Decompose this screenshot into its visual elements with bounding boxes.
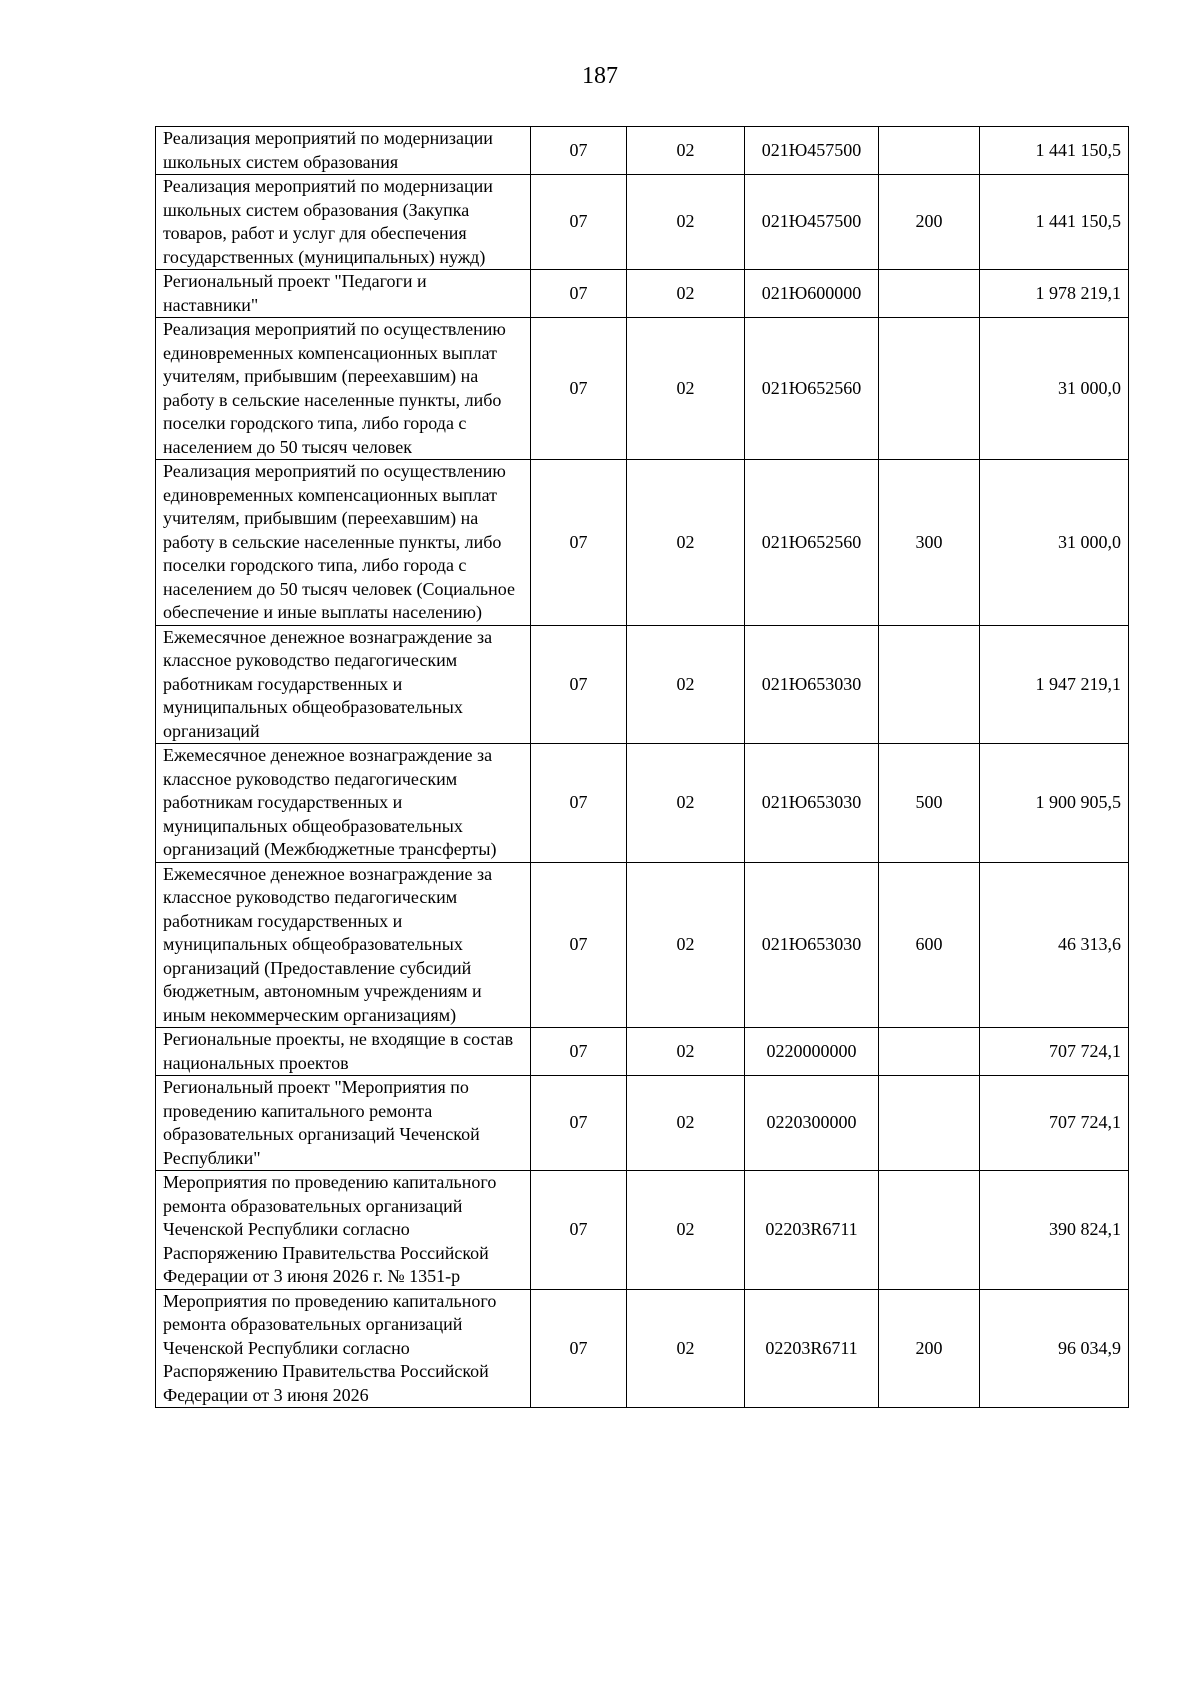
section-code-cell: 07 — [531, 1076, 627, 1171]
subsection-code-cell: 02 — [627, 862, 745, 1028]
subsection-code-cell: 02 — [627, 1076, 745, 1171]
table-row — [156, 318, 1129, 460]
expense-type-cell — [879, 1171, 980, 1290]
expense-name-cell: Реализация мероприятий по осуществлению единовременных компенсационных выплат учителям, прибывшим (переехавшим) на работу в сельские населенные пункты, либо поселки городского типа, либо города с населением до 50 тысяч человек (Социальное обеспечение и иные выплаты населению) — [156, 460, 531, 626]
expense-name-cell: Региональный проект "Педагоги и наставники" — [156, 270, 531, 318]
expense-type-cell: 600 — [879, 862, 980, 1028]
expense-type-cell: 200 — [879, 1289, 980, 1408]
section-code-cell: 07 — [531, 744, 627, 863]
section-code-cell: 07 — [531, 862, 627, 1028]
amount-cell: 707 724,1 — [980, 1076, 1129, 1171]
budget-table — [155, 126, 1129, 1408]
subsection-code-cell: 02 — [627, 460, 745, 626]
section-code-cell: 07 — [531, 318, 627, 460]
amount-cell: 707 724,1 — [980, 1028, 1129, 1076]
target-article-cell: 02203R6711 — [745, 1289, 879, 1408]
expense-type-cell: 500 — [879, 744, 980, 863]
expense-type-cell — [879, 270, 980, 318]
amount-cell: 1 978 219,1 — [980, 270, 1129, 318]
table-row — [156, 862, 1129, 1028]
subsection-code-cell: 02 — [627, 1028, 745, 1076]
target-article-cell: 021Ю652560 — [745, 318, 879, 460]
subsection-code-cell: 02 — [627, 127, 745, 175]
target-article-cell: 021Ю653030 — [745, 862, 879, 1028]
table-row — [156, 175, 1129, 270]
expense-type-cell — [879, 1076, 980, 1171]
section-code-cell: 07 — [531, 460, 627, 626]
subsection-code-cell: 02 — [627, 744, 745, 863]
section-code-cell: 07 — [531, 1171, 627, 1290]
expense-name-cell: Реализация мероприятий по модернизации школьных систем образования — [156, 127, 531, 175]
target-article-cell: 021Ю457500 — [745, 127, 879, 175]
amount-cell: 46 313,6 — [980, 862, 1129, 1028]
expense-name-cell: Ежемесячное денежное вознаграждение за классное руководство педагогическим работникам государственных и муниципальных общеобразовательных организаций — [156, 625, 531, 744]
expense-name-cell: Реализация мероприятий по модернизации школьных систем образования (Закупка товаров, работ и услуг для обеспечения государственных (муниципальных) нужд) — [156, 175, 531, 270]
amount-cell: 1 900 905,5 — [980, 744, 1129, 863]
expense-name-cell: Ежемесячное денежное вознаграждение за классное руководство педагогическим работникам государственных и муниципальных общеобразовательных организаций (Предоставление субсидий бюджетным, автономным учреждениям и иным некоммерческим организациям) — [156, 862, 531, 1028]
table-row — [156, 1171, 1129, 1290]
expense-type-cell — [879, 318, 980, 460]
expense-type-cell — [879, 127, 980, 175]
table-row — [156, 1028, 1129, 1076]
target-article-cell: 0220000000 — [745, 1028, 879, 1076]
section-code-cell: 07 — [531, 1289, 627, 1408]
page-number: 187 — [582, 63, 618, 89]
subsection-code-cell: 02 — [627, 625, 745, 744]
amount-cell: 31 000,0 — [980, 460, 1129, 626]
target-article-cell: 021Ю652560 — [745, 460, 879, 626]
amount-cell: 96 034,9 — [980, 1289, 1129, 1408]
target-article-cell: 021Ю653030 — [745, 744, 879, 863]
subsection-code-cell: 02 — [627, 270, 745, 318]
target-article-cell: 021Ю457500 — [745, 175, 879, 270]
table-row — [156, 744, 1129, 863]
amount-cell: 1 441 150,5 — [980, 175, 1129, 270]
table-row — [156, 460, 1129, 626]
section-code-cell: 07 — [531, 127, 627, 175]
expense-name-cell: Мероприятия по проведению капитального ремонта образовательных организаций Чеченской Республики согласно Распоряжению Правительства Российской Федерации от 3 июня 2026 г. № 1351-р — [156, 1171, 531, 1290]
target-article-cell: 021Ю653030 — [745, 625, 879, 744]
expense-name-cell: Ежемесячное денежное вознаграждение за классное руководство педагогическим работникам государственных и муниципальных общеобразовательных организаций (Межбюджетные трансферты) — [156, 744, 531, 863]
expense-name-cell: Мероприятия по проведению капитального ремонта образовательных организаций Чеченской Республики согласно Распоряжению Правительства Российской Федерации от 3 июня 2026 — [156, 1289, 531, 1408]
expense-name-cell: Региональный проект "Мероприятия по проведению капитального ремонта образовательных организаций Чеченской Республики" — [156, 1076, 531, 1171]
target-article-cell: 02203R6711 — [745, 1171, 879, 1290]
expense-name-cell: Региональные проекты, не входящие в состав национальных проектов — [156, 1028, 531, 1076]
table-row — [156, 270, 1129, 318]
amount-cell: 31 000,0 — [980, 318, 1129, 460]
subsection-code-cell: 02 — [627, 175, 745, 270]
budget-table-body — [156, 127, 1129, 1408]
table-row — [156, 1289, 1129, 1408]
section-code-cell: 07 — [531, 270, 627, 318]
amount-cell: 1 947 219,1 — [980, 625, 1129, 744]
amount-cell: 390 824,1 — [980, 1171, 1129, 1290]
section-code-cell: 07 — [531, 1028, 627, 1076]
table-row — [156, 625, 1129, 744]
section-code-cell: 07 — [531, 625, 627, 744]
table-row — [156, 127, 1129, 175]
target-article-cell: 021Ю600000 — [745, 270, 879, 318]
expense-name-cell: Реализация мероприятий по осуществлению единовременных компенсационных выплат учителям, прибывшим (переехавшим) на работу в сельские населенные пункты, либо поселки городского типа, либо города с населением до 50 тысяч человек — [156, 318, 531, 460]
section-code-cell: 07 — [531, 175, 627, 270]
target-article-cell: 0220300000 — [745, 1076, 879, 1171]
table-row — [156, 1076, 1129, 1171]
subsection-code-cell: 02 — [627, 1171, 745, 1290]
amount-cell: 1 441 150,5 — [980, 127, 1129, 175]
expense-type-cell — [879, 1028, 980, 1076]
subsection-code-cell: 02 — [627, 318, 745, 460]
expense-type-cell: 300 — [879, 460, 980, 626]
subsection-code-cell: 02 — [627, 1289, 745, 1408]
expense-type-cell: 200 — [879, 175, 980, 270]
expense-type-cell — [879, 625, 980, 744]
